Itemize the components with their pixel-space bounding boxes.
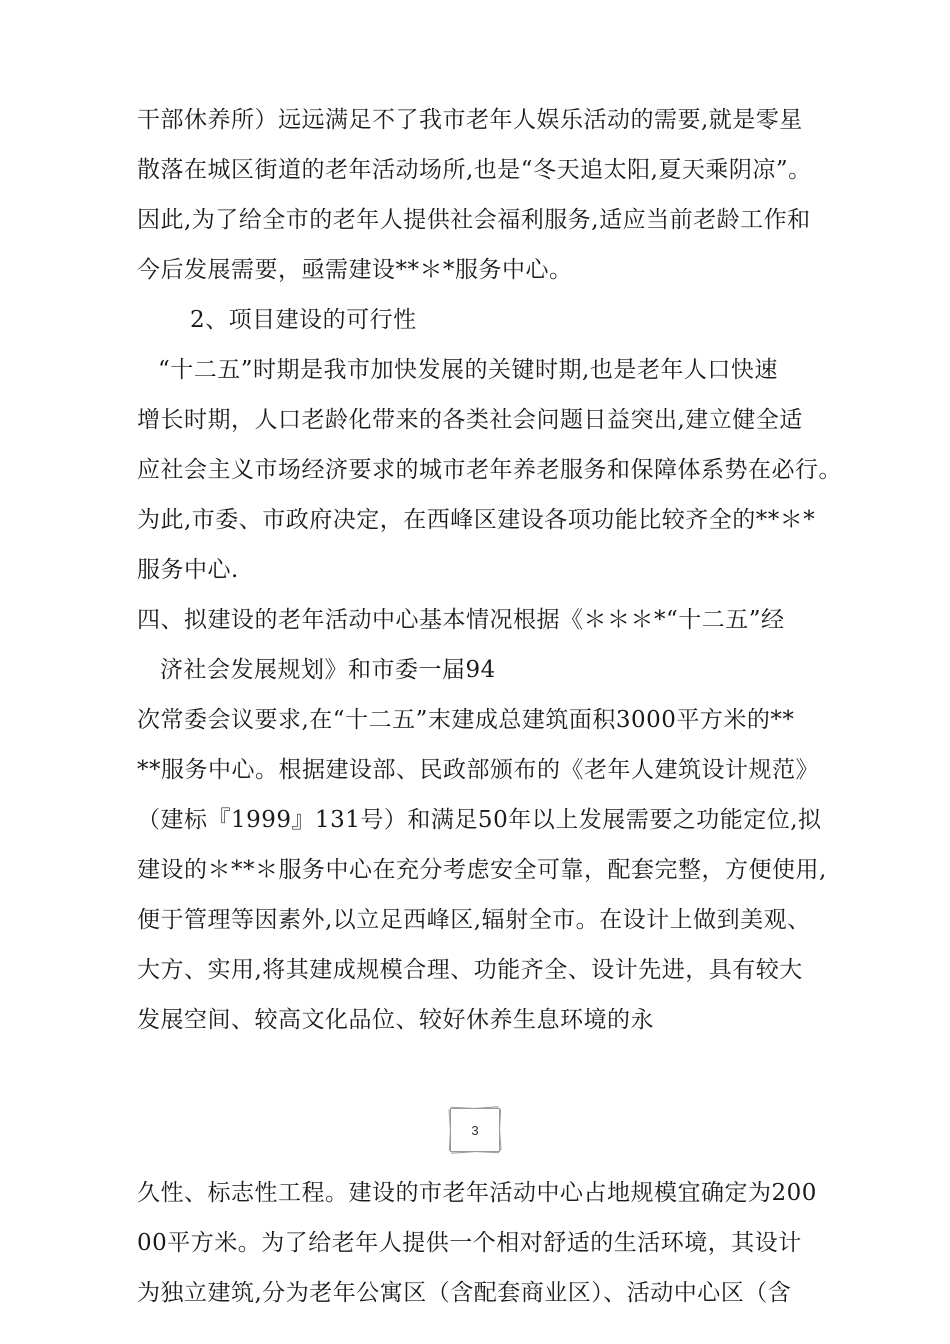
body-line: 大方、实用,将其建成规模合理、功能齐全、设计先进，具有较大 (137, 957, 803, 983)
section-heading-continuation: 济社会发展规划》和市委一届94 (160, 657, 496, 683)
section-heading: 2、项目建设的可行性 (190, 307, 417, 333)
body-line: 应社会主义市场经济要求的城市老年养老服务和保障体系势在必行。 (137, 457, 842, 483)
body-line: 为独立建筑,分为老年公寓区（含配套商业区）、活动中心区（含 (137, 1280, 792, 1306)
body-line: 服务中心. (137, 557, 239, 583)
body-line: 建设的＊**＊服务中心在充分考虑安全可靠，配套完整，方便使用, (137, 857, 827, 883)
body-line: 发展空间、较高文化品位、较好休养生息环境的永 (137, 1007, 654, 1033)
section-heading: 四、拟建设的老年活动中心基本情况根据《＊＊＊*“十二五”经 (137, 607, 785, 633)
body-line: 久性、标志性工程。建设的市老年活动中心占地规模宜确定为200 (137, 1180, 817, 1206)
body-line: “十二五”时期是我市加快发展的关键时期,也是老年人口快速 (158, 357, 778, 383)
body-line: 便于管理等因素外,以立足西峰区,辐射全市。在设计上做到美观、 (137, 907, 811, 933)
body-line: 今后发展需要，亟需建设**＊*服务中心。 (137, 257, 573, 283)
page-number-badge (447, 1105, 503, 1155)
body-line: 次常委会议要求,在“十二五”末建成总建筑面积3000平方米的** (137, 707, 795, 733)
body-line: 因此,为了给全市的老年人提供社会福利服务,适应当前老龄工作和 (137, 207, 811, 233)
body-line: 干部休养所）远远满足不了我市老年人娱乐活动的需要,就是零星 (137, 107, 803, 133)
body-line: 增长时期，人口老龄化带来的各类社会问题日益突出,建立健全适 (137, 407, 803, 433)
body-line: **服务中心。根据建设部、民政部颁布的《老年人建筑设计规范》 (137, 757, 819, 783)
body-line: 00平方米。为了给老年人提供一个相对舒适的生活环境，其设计 (137, 1230, 802, 1256)
body-line: （建标『1999』131号）和满足50年以上发展需要之功能定位,拟 (137, 807, 822, 833)
body-line: 散落在城区街道的老年活动场所,也是“冬天追太阳,夏天乘阴凉”。 (137, 157, 812, 183)
body-line: 为此,市委、市政府决定，在西峰区建设各项功能比较齐全的**＊* (137, 507, 816, 533)
page-number: 3 (471, 1122, 479, 1138)
